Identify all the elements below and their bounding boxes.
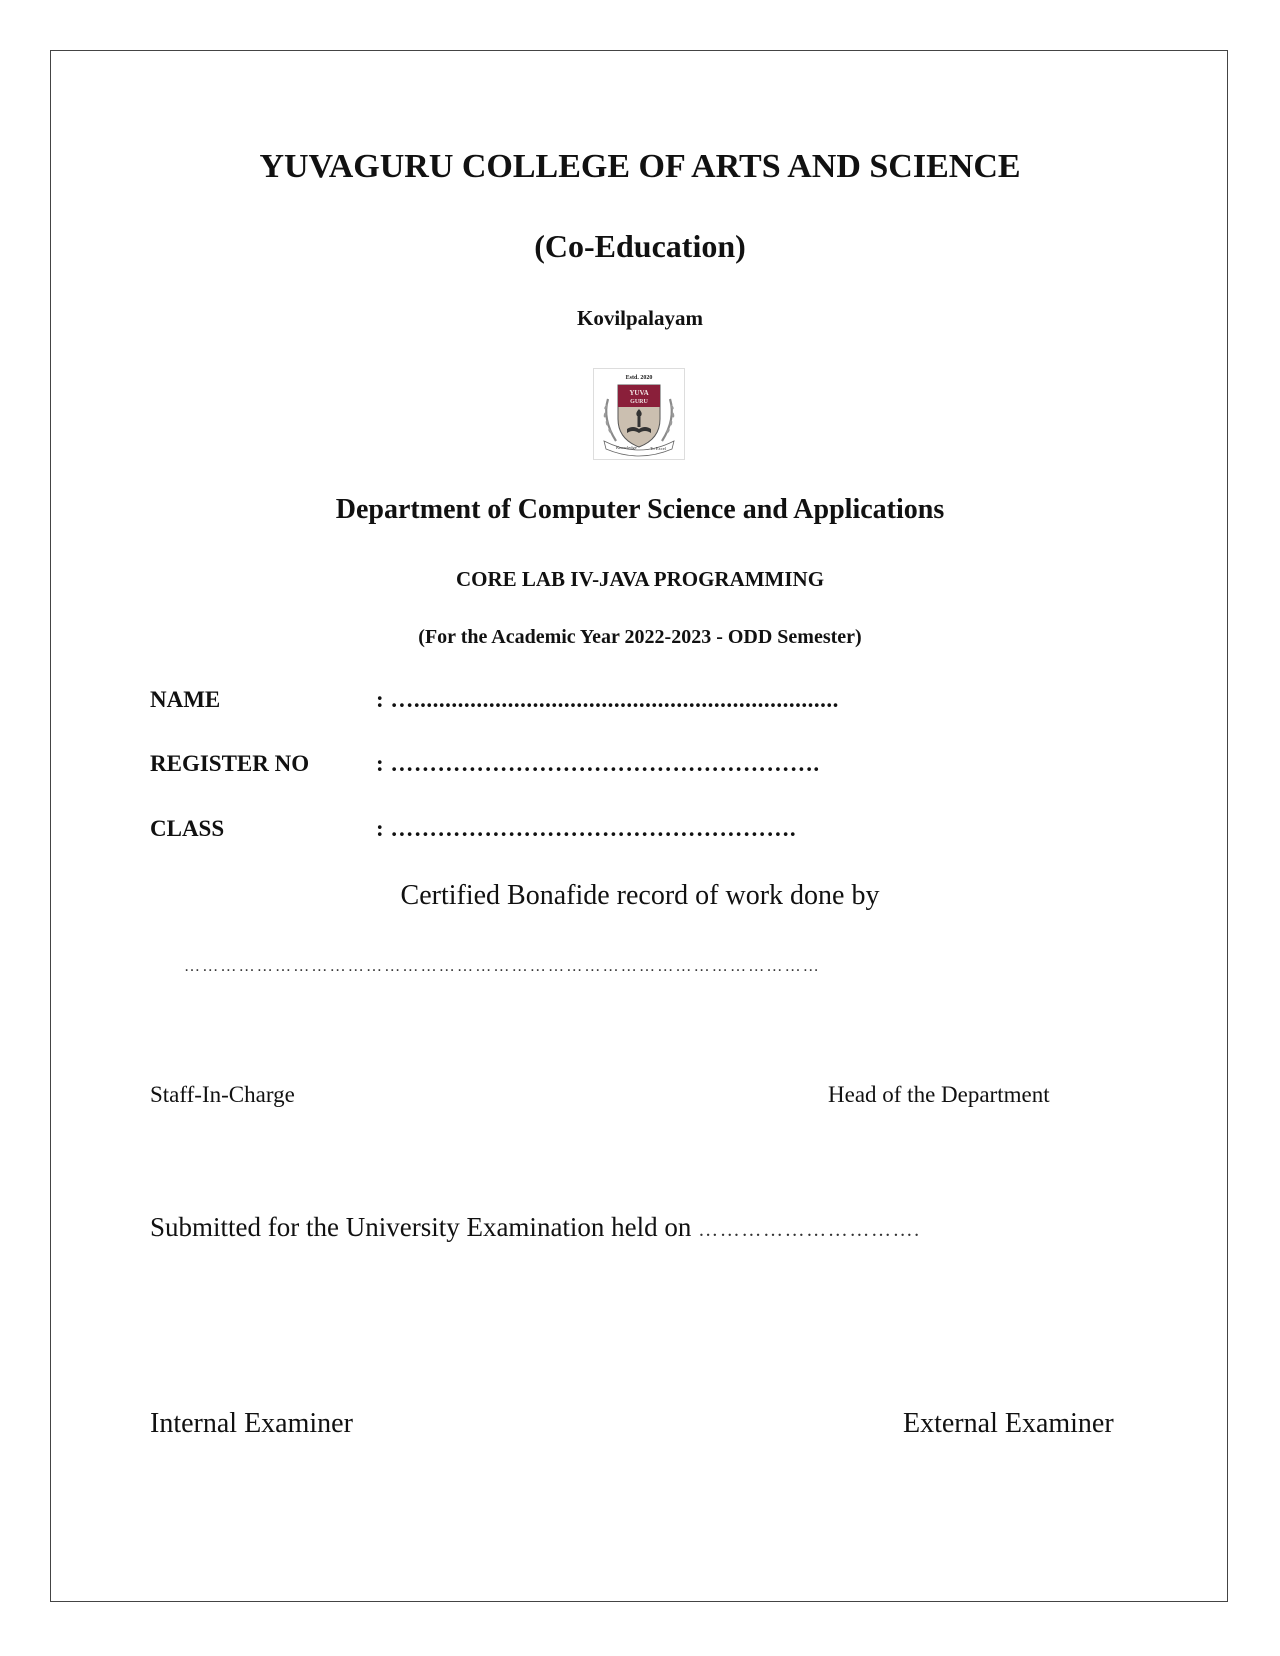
name-field: : ….................................................................... [376, 687, 839, 712]
register-no-field: : ………………………………………………. [376, 751, 820, 776]
register-no-label: REGISTER NO [150, 751, 310, 776]
course-title: CORE LAB IV-JAVA PROGRAMMING [455, 567, 825, 591]
college-logo [593, 368, 685, 460]
logo-ribbon-right: To Excel [650, 446, 667, 451]
college-location: Kovilpalayam [576, 306, 703, 330]
college-name: YUVAGURU COLLEGE OF ARTS AND SCIENCE [259, 148, 1021, 185]
class-field: : ……………………………………………. [376, 816, 797, 841]
head-of-department-label: Head of the Department [828, 1082, 1050, 1107]
name-label: NAME [150, 687, 221, 712]
name-dotted-line: …………………………………………………………………………………………… [184, 958, 821, 975]
logo-estd: Estd. 2020 [625, 375, 653, 381]
submission-text: Submitted for the University Examination held on [150, 1212, 692, 1242]
academic-year: (For the Academic Year 2022-2023 - ODD Semester) [418, 626, 862, 648]
logo-text-2: GURU [630, 399, 648, 405]
co-education-label: (Co-Education) [534, 228, 746, 264]
internal-examiner-label: Internal Examiner [150, 1408, 353, 1439]
staff-in-charge-label: Staff-In-Charge [150, 1082, 295, 1107]
certified-text: Certified Bonafide record of work done by [400, 880, 880, 911]
logo-ribbon-left: Knowledge [616, 445, 637, 450]
class-label: CLASS [150, 816, 225, 841]
department-name: Department of Computer Science and Applications [335, 494, 945, 525]
submission-line [150, 1212, 921, 1243]
logo-text-1: YUVA [629, 389, 649, 397]
submission-date-dots: …………………………. [698, 1219, 921, 1241]
external-examiner-label: External Examiner [903, 1408, 1114, 1439]
